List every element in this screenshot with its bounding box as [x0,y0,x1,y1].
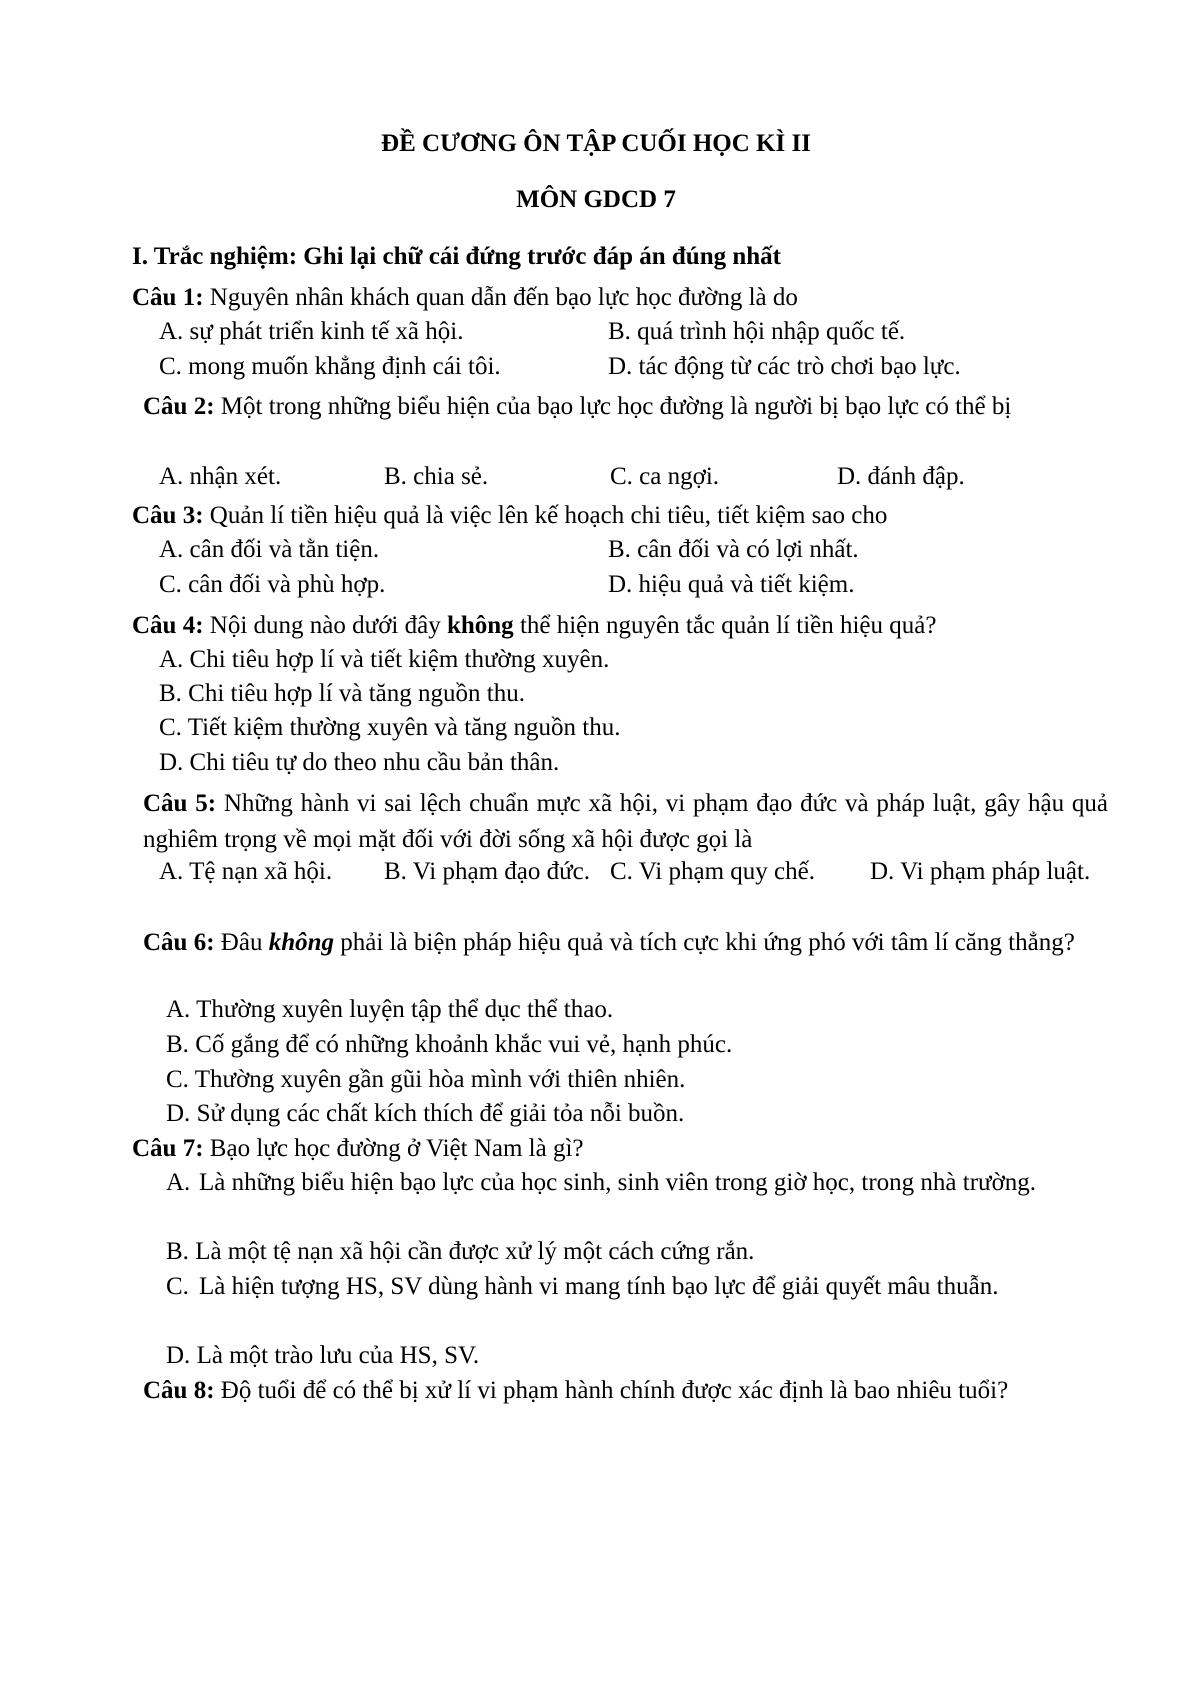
option-c [166,1063,685,1097]
option-a: A. Tệ nạn xã hội. [159,858,333,885]
question-text-before: Nội dung nào dưới đây [209,612,441,639]
option-b: B. Vi phạm đạo đức. [384,858,591,885]
option-letter: A. [166,1169,191,1196]
question-text-after: thể hiện nguyên tắc quản lí tiền hiệu quả? [519,612,937,639]
option-letter: C. [166,1066,189,1093]
option-a [166,993,613,1027]
question-8 [143,1373,1108,1409]
option-d [166,1097,684,1131]
question-label: Câu 6: [143,929,215,956]
section-title: I. Trắc nghiệm: Ghi lại chữ cái đứng trước đáp án đúng nhất [132,243,781,270]
question-2 [143,389,1108,425]
question-text-before: Đâu [220,929,263,956]
option-b: B. chia sẻ. [384,463,489,490]
question-label: Câu 3: [132,502,204,529]
option-text: Là một trào lưu của HS, SV. [196,1342,480,1369]
option-d: D. đánh đập. [837,463,965,490]
question-3 [132,499,887,533]
option-b: B. cân đối và có lợi nhất. [608,536,859,563]
option-d [166,1339,479,1373]
option-a: A. Chi tiêu hợp lí và tiết kiệm thường xuyên. [159,646,610,673]
question-6 [143,925,1108,961]
option-letter: D. [166,1342,191,1369]
option-c: C. ca ngợi. [610,463,720,490]
option-c [166,1269,1108,1305]
option-letter: B. [166,1031,189,1058]
question-label: Câu 2: [143,393,215,420]
question-7 [132,1132,584,1166]
question-1 [132,281,798,315]
option-b: B. quá trình hội nhập quốc tế. [608,318,906,345]
option-text: Sử dụng các chất kích thích để giải tỏa nỗi buồn. [196,1100,685,1127]
question-label: Câu 8: [143,1377,215,1404]
option-text: Là những biểu hiện bạo lực của học sinh, sinh viên trong giờ học, trong nhà trường. [199,1169,1037,1196]
question-emphasis: không [446,612,514,639]
option-c: C. cân đối và phù hợp. [159,571,386,598]
document-title: ĐỀ CƯƠNG ÔN TẬP CUỐI HỌC KÌ II [381,130,811,157]
option-a [166,1165,1108,1201]
question-text: Độ tuổi để có thể bị xử lí vi phạm hành chính được xác định là bao nhiêu tuổi? [220,1377,1009,1404]
question-text: Một trong những biểu hiện của bạo lực học đường là người bị bạo lực có thể bị [220,393,1012,420]
option-a: A. sự phát triển kinh tế xã hội. [159,318,464,345]
question-emphasis: không [268,929,335,956]
question-label: Câu 5: [143,790,217,817]
option-d: D. Vi phạm pháp luật. [870,858,1091,885]
document-subtitle: MÔN GDCD 7 [516,186,676,213]
option-b [166,1028,732,1062]
question-text: Quản lí tiền hiệu quả là việc lên kế hoạch chi tiêu, tiết kiệm sao cho [209,502,888,529]
option-text: Cố gắng để có những khoảnh khắc vui vẻ, hạnh phúc. [195,1031,733,1058]
option-text: Thường xuyên luyện tập thể dục thể thao. [196,996,614,1023]
option-letter: A. [166,996,191,1023]
option-b [166,1235,754,1269]
option-letter: B. [166,1238,189,1265]
question-text: Nguyên nhân khách quan dẫn đến bạo lực học đường là do [209,284,798,311]
option-text: Là hiện tượng HS, SV dùng hành vi mang tính bạo lực để giải quyết mâu thuẫn. [199,1273,999,1300]
option-a: A. nhận xét. [159,463,282,490]
question-text: Bạo lực học đường ở Việt Nam là gì? [209,1135,584,1162]
option-d: D. hiệu quả và tiết kiệm. [608,571,855,598]
question-text-after: phải là biện pháp hiệu quả và tích cực khi ứng phó với tâm lí căng thẳng? [340,929,1075,956]
option-a: A. cân đối và tằn tiện. [159,536,380,563]
question-5 [143,786,1108,858]
question-4 [132,609,936,643]
question-text: Những hành vi sai lệch chuẩn mực xã hội, vi phạm đạo đức và pháp luật, gây hậu quả nghiêm trọng về mọi mặt đối với đời sống xã hội được gọi là [143,790,1108,853]
question-label: Câu 4: [132,612,204,639]
option-d: D. tác động từ các trò chơi bạo lực. [608,353,961,380]
option-b: B. Chi tiêu hợp lí và tăng nguồn thu. [159,680,525,707]
option-d: D. Chi tiêu tự do theo nhu cầu bản thân. [159,749,560,776]
question-label: Câu 7: [132,1135,204,1162]
question-label: Câu 1: [132,284,204,311]
option-text: Thường xuyên gần gũi hòa mình với thiên nhiên. [194,1066,686,1093]
option-text: Là một tệ nạn xã hội cần được xử lý một cách cứng rắn. [195,1238,755,1265]
option-c: C. Tiết kiệm thường xuyên và tăng nguồn thu. [159,714,621,741]
option-c: C. Vi phạm quy chế. [610,858,815,885]
option-letter: C. [166,1273,189,1300]
option-letter: D. [166,1100,191,1127]
option-c: C. mong muốn khẳng định cái tôi. [159,353,501,380]
